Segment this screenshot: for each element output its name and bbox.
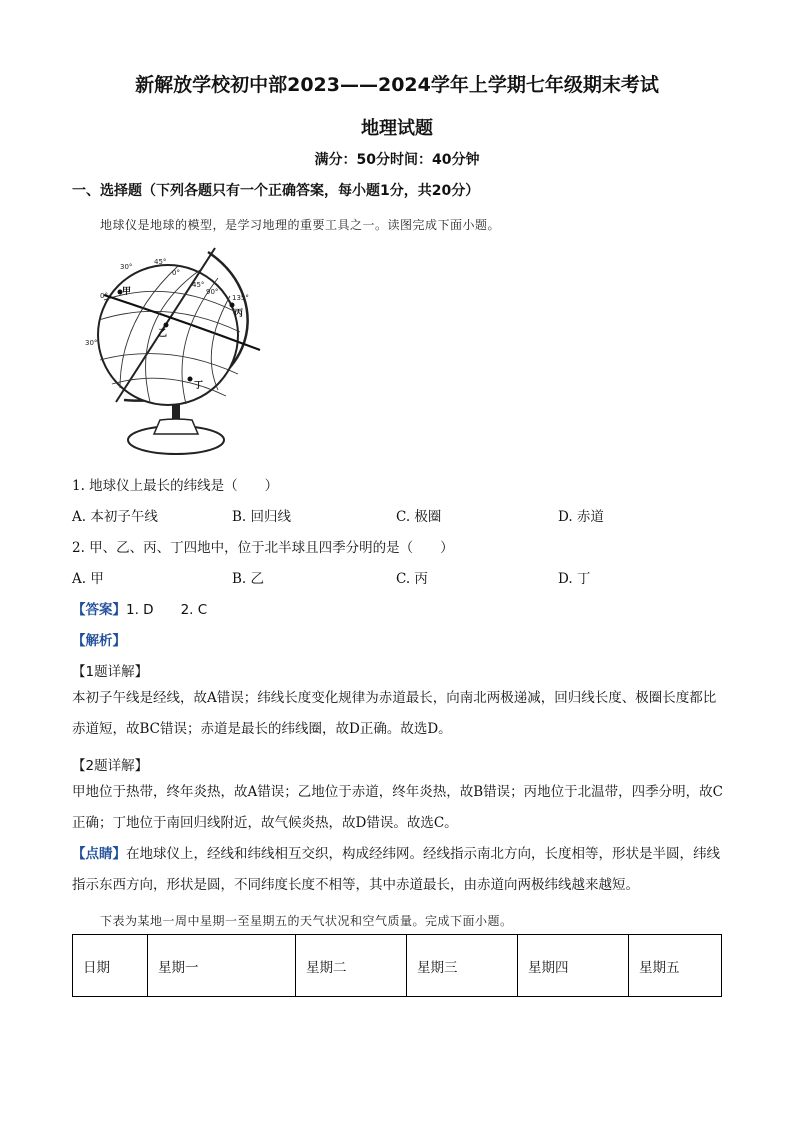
table-header-friday: 星期五 (629, 935, 722, 997)
tip-label: 【点睛】 (72, 846, 126, 862)
weather-table (72, 934, 722, 997)
q2-option-c[interactable]: C. 丙 (396, 571, 428, 587)
lon-label-45: 45° (154, 258, 167, 266)
question-2-stem: 2. 甲、乙、丙、丁四地中，位于北半球且四季分明的是（ ） (72, 540, 454, 556)
tip-text: 在地球仪上，经线和纬线相互交织，构成经纬网。经线指示南北方向，长度相等，形状是半圆，纬线指示东西方向，形状是圆，不同纬度长度不相等，其中赤道最长，由赤道向两极纬线越来越短。 (72, 846, 720, 893)
question-intro: 地球仪是地球的模型，是学习地理的重要工具之一。读图完成下面小题。 (100, 218, 501, 232)
label-ding: 丁 (194, 381, 204, 391)
table-header-monday: 星期一 (148, 935, 296, 997)
lon-label-0-top: 0° (172, 269, 180, 277)
detail-2-text: 甲地位于热带，终年炎热，故A错误；乙地位于赤道，终年炎热，故B错误；丙地位于北温带，四季分明，故C正确；丁地位于南回归线附近，故气候炎热，故D错误。故选C。 (72, 784, 723, 831)
q1-option-d[interactable]: D. 赤道 (558, 509, 604, 525)
q1-option-a[interactable]: A. 本初子午线 (72, 509, 158, 525)
detail-1-text: 本初子午线是经线，故A错误；纬线长度变化规律为赤道最长，向南北两极递减，回归线长度、极圈长度都比赤道短，故BC错误；赤道是最长的纬线圈，故D正确。故选D。 (72, 690, 717, 737)
point-ding (188, 377, 193, 382)
lat-label-30-bottom: 30° (85, 339, 98, 347)
question-1-stem: 1. 地球仪上最长的纬线是（ ） (72, 478, 279, 494)
table-header-tuesday: 星期二 (296, 935, 407, 997)
section-heading: 一、选择题（下列各题只有一个正确答案，每小题1分，共20分） (72, 183, 480, 199)
table-row (73, 935, 722, 997)
q2-option-a[interactable]: A. 甲 (72, 571, 104, 587)
answer-text: 1. D 2. C (126, 602, 208, 618)
q2-option-b[interactable]: B. 乙 (232, 571, 265, 587)
label-jia: 甲 (122, 287, 132, 297)
q1-option-c[interactable]: C. 极圈 (396, 509, 442, 525)
lat-label-45: 45° (192, 281, 205, 289)
analysis-label: 【解析】 (72, 633, 126, 649)
lon-label-90: 90° (206, 288, 219, 296)
q2-option-d[interactable]: D. 丁 (558, 571, 591, 587)
lat-label-30-top: 30° (120, 263, 133, 271)
answer-label: 【答案】 (72, 602, 126, 618)
table-header-date: 日期 (73, 935, 148, 997)
exam-title: 新解放学校初中部2023——2024学年上学期七年级期末考试 (135, 74, 659, 96)
globe-figure (85, 250, 270, 465)
exam-score-time: 满分：50分时间：40分钟 (314, 152, 480, 168)
detail-2-label: 【2题详解】 (72, 758, 149, 774)
q1-option-b[interactable]: B. 回归线 (232, 509, 292, 525)
label-bing: 丙 (234, 309, 244, 319)
detail-1-label: 【1题详解】 (72, 664, 149, 680)
lon-label-135: 135° (232, 294, 249, 302)
table-header-wednesday: 星期三 (407, 935, 518, 997)
point-yi (164, 323, 169, 328)
tip-paragraph (72, 839, 724, 901)
label-yi: 乙 (158, 329, 168, 339)
exam-subtitle: 地理试题 (361, 118, 433, 139)
lat-label-0: 0° (100, 292, 108, 300)
point-bing (230, 303, 235, 308)
table-header-thursday: 星期四 (518, 935, 629, 997)
answer-line (72, 598, 207, 618)
table-intro: 下表为某地一周中星期一至星期五的天气状况和空气质量。完成下面小题。 (100, 914, 513, 928)
